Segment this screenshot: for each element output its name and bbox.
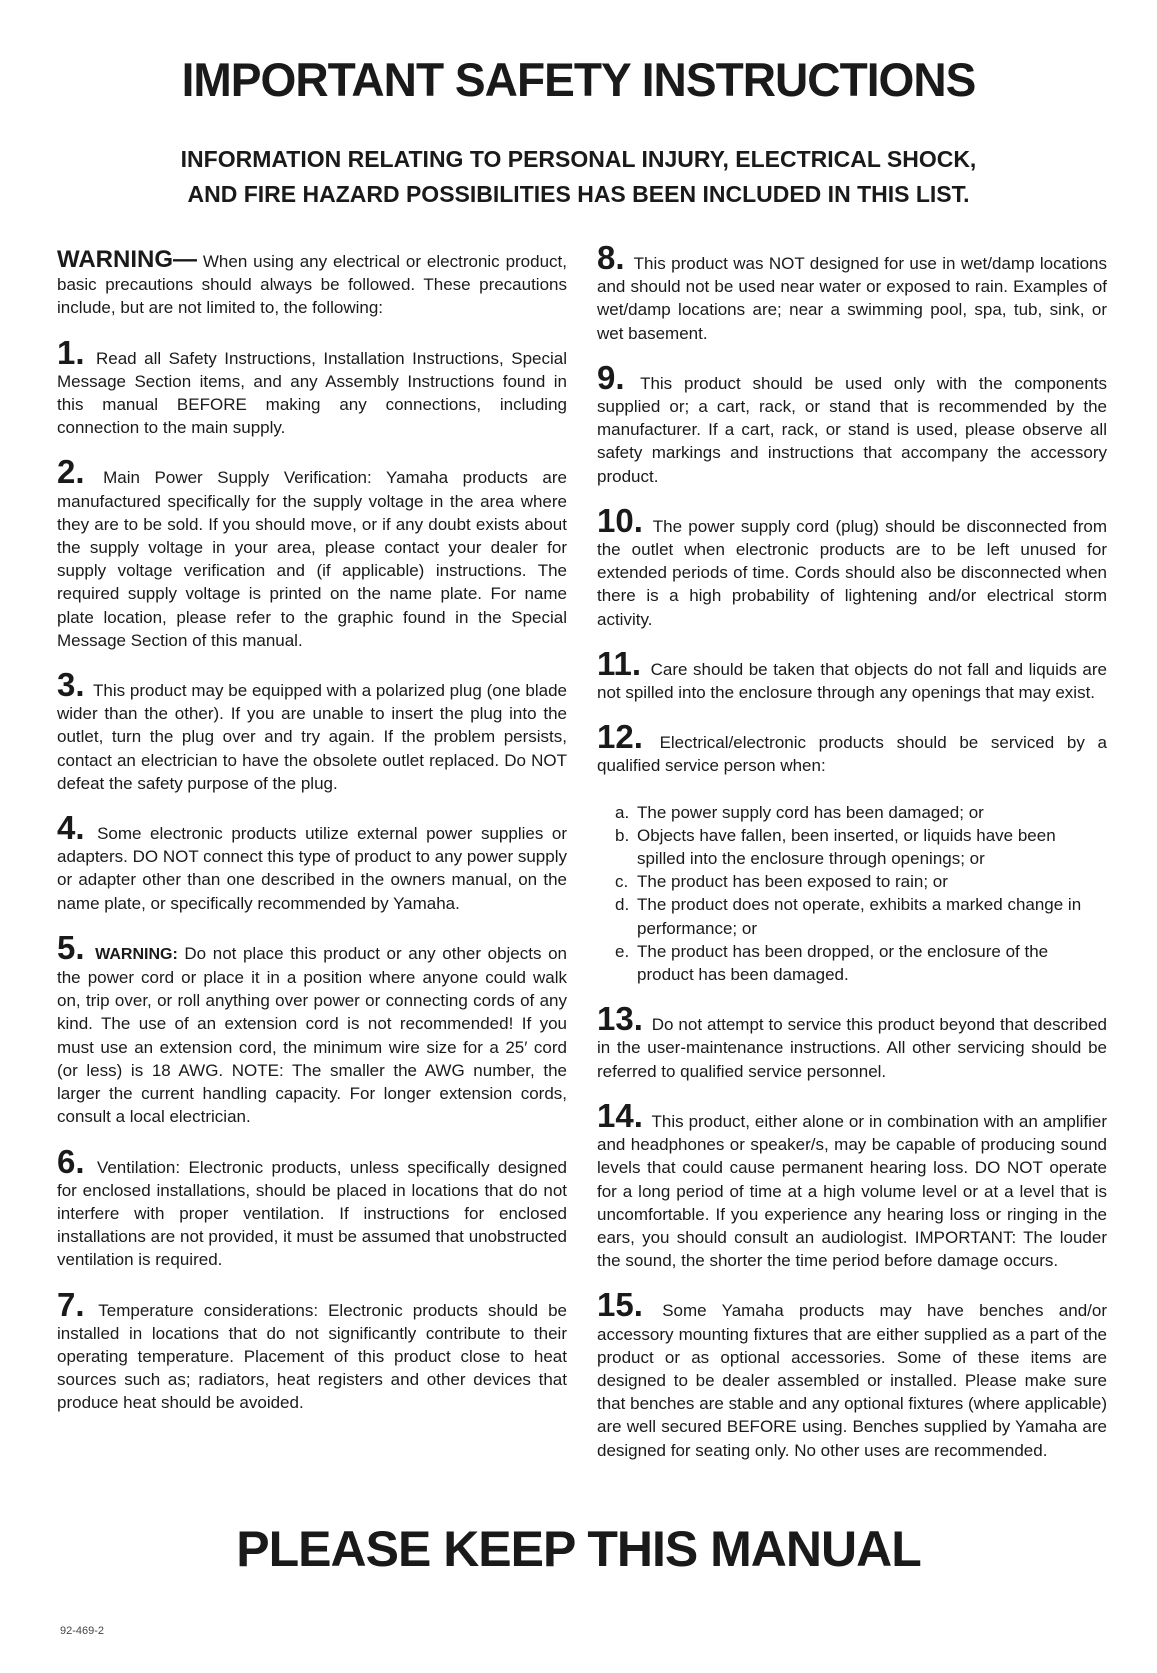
item-number: 6.: [57, 1142, 85, 1180]
list-item: [615, 870, 1107, 893]
item-number: 15.: [597, 1286, 643, 1324]
instruction-item: [597, 718, 1107, 777]
item-text: Do not attempt to service this product beyond that described in the user-maintenance instructions. All other servicing should be referred to qualified service personnel.: [597, 1015, 1107, 1081]
item-text: This product may be equipped with a polarized plug (one blade wider than the other). If you are unable to insert the plug into the outlet, turn the plug over and try again. If the problem persists, contact an electrician to have the obsolete outlet replaced. Do NOT defeat the safety purpose of the plug.: [57, 681, 567, 793]
instruction-item: [57, 1142, 567, 1272]
list-item: [615, 824, 1107, 870]
item-number: 12.: [597, 718, 643, 756]
item-text: This product should be used only with the components supplied or; a cart, rack, or stand that is recommended by the manufacturer. If a cart, rack, or stand is used, please observe all safety markings and instructions that accompany the accessory product.: [597, 373, 1108, 486]
list-item: [615, 801, 1107, 824]
instruction-item: [57, 666, 567, 795]
instruction-item: [57, 333, 567, 440]
item-text: Read all Safety Instructions, Installation Instructions, Special Message Section items, and any Assembly Instructions found in this manual BEFORE making any connections, including connection to the main supply.: [57, 348, 567, 438]
instruction-item: [597, 239, 1108, 345]
list-letter: b.: [615, 825, 630, 845]
left-column: [57, 248, 567, 1438]
item-text: The power supply cord (plug) should be disconnected from the outlet when electronic products are to be left unused for extended periods of time. Cords should also be disconnected when there is a high probability of lightening and/or electrical storm activity.: [597, 516, 1107, 629]
warning-intro: [57, 248, 567, 320]
item-number: 3.: [57, 666, 85, 704]
list-letter: a.: [615, 802, 630, 822]
item-number: 11.: [597, 644, 642, 682]
page-title: IMPORTANT SAFETY INSTRUCTIONS: [181, 53, 976, 106]
footer-title: PLEASE KEEP THIS MANUAL: [236, 1521, 921, 1577]
list-item: [615, 940, 1107, 986]
item-text: Do not place this product or any other objects on the power cord or place it in a position where anyone could walk on, trip over, or roll anything over power or connecting cords of any kind. The use of an extension cord is not recommended! If you must use an extension cord, the minimum wire size for a 25′ cord (or less) is 18 AWG. NOTE: The smaller the AWG number, the larger the current handling capacity. For longer extension cords, consult a local electrician.: [57, 943, 567, 1127]
list-letter: d.: [615, 895, 630, 915]
instruction-item: [57, 1285, 567, 1415]
instruction-item: [57, 453, 567, 652]
item-text: This product, either alone or in combination with an amplifier and headphones or speaker/s, may be capable of producing sound levels that could cause permanent hearing loss. DO NOT operate for a long period of time at a high volume level or at a level that is uncomfortable. If you experience any hearing loss or ringing in the ears, you should consult an audiologist. IMPORTANT: The louder the sound, the shorter the time period before damage occurs.: [597, 1111, 1107, 1271]
list-text: The power supply cord has been damaged; or: [637, 802, 984, 822]
list-text: The product has been dropped, or the enclosure of the product has been damaged.: [637, 941, 1049, 985]
item-text: Temperature considerations: Electronic products should be installed in locations that do not significantly contribute to their operating temperature. Placement of this product close to heat sources such as; radiators, heat registers and other devices that produce heat should be avoided.: [57, 1300, 567, 1413]
item-number: 7.: [57, 1285, 85, 1323]
list-text: Objects have fallen, been inserted, or liquids have been spilled into the enclosure through openings; or: [637, 825, 1056, 869]
item-text: Electrical/electronic products should be serviced by a qualified service person when:: [597, 733, 1107, 776]
item-number: 2.: [57, 453, 85, 491]
instruction-item: [57, 809, 567, 915]
list-text: The product has been exposed to rain; or: [637, 872, 948, 892]
item-number: 10.: [597, 501, 643, 539]
item-number: 14.: [597, 1096, 643, 1134]
item-warning-label: WARNING:: [95, 945, 178, 963]
document-code: 92-469-2: [60, 1625, 105, 1637]
instruction-item: [597, 358, 1108, 488]
instruction-item: [597, 1000, 1107, 1083]
subtitle: [0, 142, 1157, 212]
item-text: Ventilation: Electronic products, unless specifically designed for enclosed installations, should be placed in locations that do not interfere with proper ventilation. If instructions for enclosed installations are not provided, it must be assumed that unobstructed ventilation is required.: [57, 1157, 567, 1270]
item-text: Some electronic products utilize external power supplies or adapters. DO NOT connect this type of product to any power supply or adapter other than one described in the owners manual, on the name plate, or specifically recommended by Yamaha.: [57, 824, 567, 913]
list-item: [615, 893, 1107, 939]
instruction-item: [597, 644, 1107, 704]
item-number: 5.: [57, 928, 85, 966]
list-text: The product does not operate, exhibits a marked change in performance; or: [637, 895, 1082, 938]
instruction-item: [597, 1096, 1107, 1272]
service-conditions-list: [597, 801, 1107, 987]
list-letter: e.: [615, 941, 630, 961]
item-number: 9.: [597, 358, 625, 396]
instruction-item: [597, 1286, 1107, 1461]
instruction-item: [597, 501, 1107, 631]
item-text: Care should be taken that objects do not fall and liquids are not spilled into the enclosure through any openings that may exist.: [597, 659, 1107, 703]
warning-text: When using any electrical or electronic product, basic precautions should always be followed. These precautions include, but are not limited to, the following:: [57, 252, 567, 318]
item-text: Main Power Supply Verification: Yamaha products are manufactured specifically for the supply voltage in the area where they are to be sold. If you should move, or if any doubt exists about the supply voltage in your area, please contact your dealer for supply voltage verification and (if applicable) instructions. The required supply voltage is printed on the name plate. For name plate location, please refer to the graphic found in the Special Message Section of this manual.: [57, 468, 567, 650]
item-number: 13.: [597, 1000, 643, 1038]
warning-heading: WARNING—: [57, 246, 197, 273]
list-letter: c.: [615, 872, 629, 892]
right-column: [597, 239, 1108, 1485]
item-text: Some Yamaha products may have benches and/or accessory mounting fixtures that are either supplied as a part of the product or as optional accessories. Some of these items are designed to be dealer assembled or installed. Please make sure that benches are stable and any optional fixtures (where applicable) are well secured BEFORE using. Benches supplied by Yamaha are designed for seating only. No other uses are recommended.: [597, 1301, 1107, 1460]
item-number: 4.: [57, 809, 85, 847]
instruction-item: [57, 928, 567, 1129]
item-text: This product was NOT designed for use in wet/damp locations and should not be used near water or exposed to rain. Examples of wet/damp locations are; near a swimming pool, spa, tub, sink, or wet basement.: [597, 254, 1108, 343]
item-number: 8.: [597, 239, 625, 276]
item-number: 1.: [57, 333, 85, 371]
subtitle-line-1: INFORMATION RELATING TO PERSONAL INJURY, ELECTRICAL SHOCK,: [180, 146, 977, 172]
subtitle-line-2: AND FIRE HAZARD POSSIBILITIES HAS BEEN INCLUDED IN THIS LIST.: [187, 181, 970, 207]
